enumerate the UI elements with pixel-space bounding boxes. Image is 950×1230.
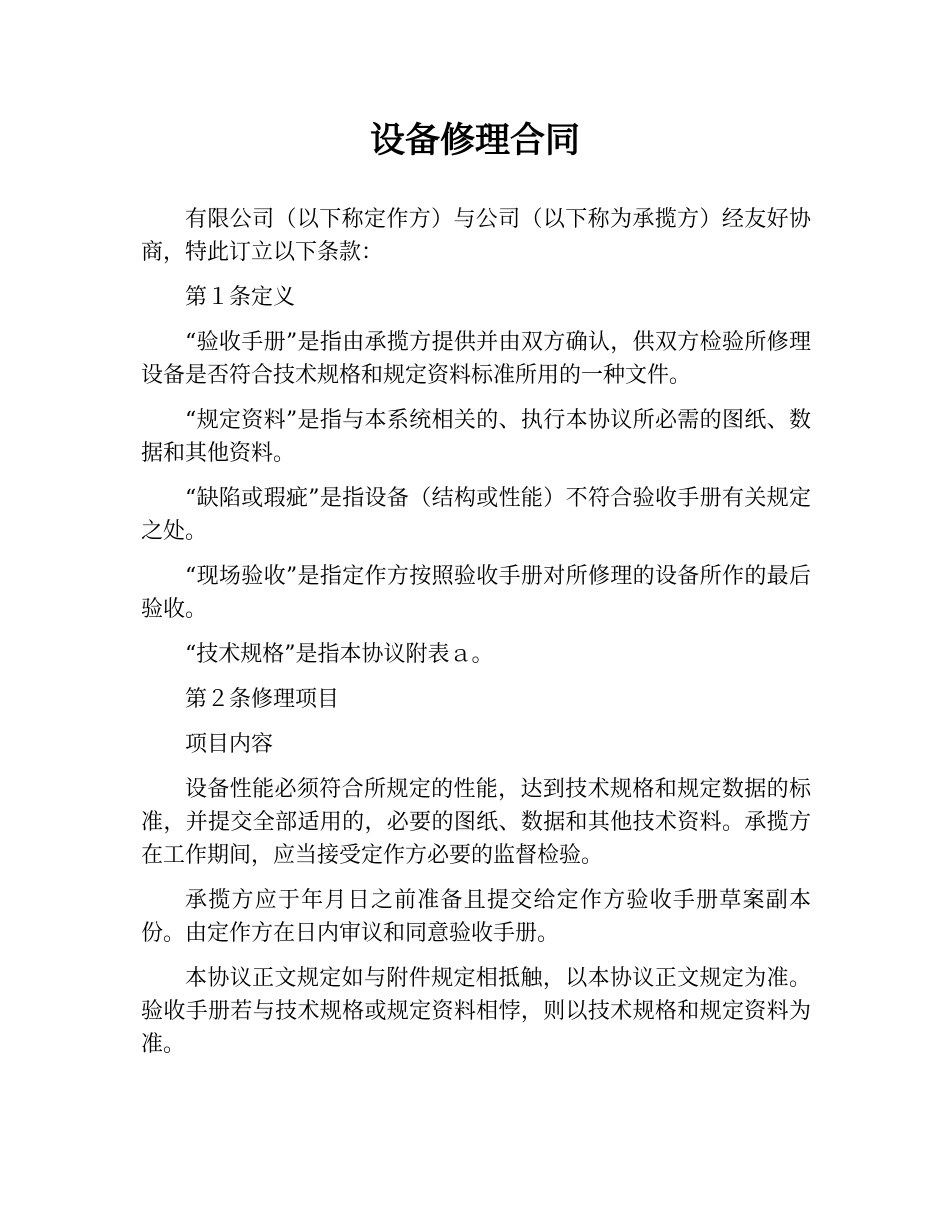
paragraph-definition-specified-materials: “规定资料”是指与本系统相关的、执行本协议所必需的图纸、数据和其他资料。 [141, 408, 811, 466]
paragraph-intro: 有限公司（以下称定作方）与公司（以下称为承揽方）经友好协商，特此订立以下条款： [141, 207, 811, 265]
paragraph-definition-acceptance-manual: “验收手册”是指由承揽方提供并由双方确认，供双方检验所修理设备是否符合技术规格和规定资料标准所用的一种文件。 [141, 330, 811, 388]
paragraph-definition-technical-specs: “技术规格”是指本协议附表ａ。 [185, 642, 494, 667]
paragraph-precedence: 本协议正文规定如与附件规定相抵触，以本协议正文规定为准。验收手册若与技术规格或规定资料相悖，则以技术规格和规定资料为准。 [141, 966, 811, 1057]
subheading-item-content: 项目内容 [185, 732, 274, 757]
paragraph-manual-submission: 承揽方应于年月日之前准备且提交给定作方验收手册草案副本份。由定作方在日内审议和同意验收手册。 [141, 888, 811, 946]
paragraph-definition-site-acceptance: “现场验收”是指定作方按照验收手册对所修理的设备所作的最后验收。 [141, 564, 811, 622]
document-title: 设备修理合同 [369, 121, 580, 161]
section-heading-repair-items: 第２条修理项目 [185, 687, 340, 712]
paragraph-definition-defects: “缺陷或瑕疵”是指设备（结构或性能）不符合验收手册有关规定之处。 [141, 486, 811, 544]
section-heading-definitions: 第１条定义 [185, 285, 296, 310]
document-body [141, 203, 811, 1073]
paragraph-performance-requirements: 设备性能必须符合所规定的性能，达到技术规格和规定数据的标准，并提交全部适用的，必要的图纸、数据和其他技术资料。承揽方在工作期间，应当接受定作方必要的监督检验。 [141, 777, 811, 868]
